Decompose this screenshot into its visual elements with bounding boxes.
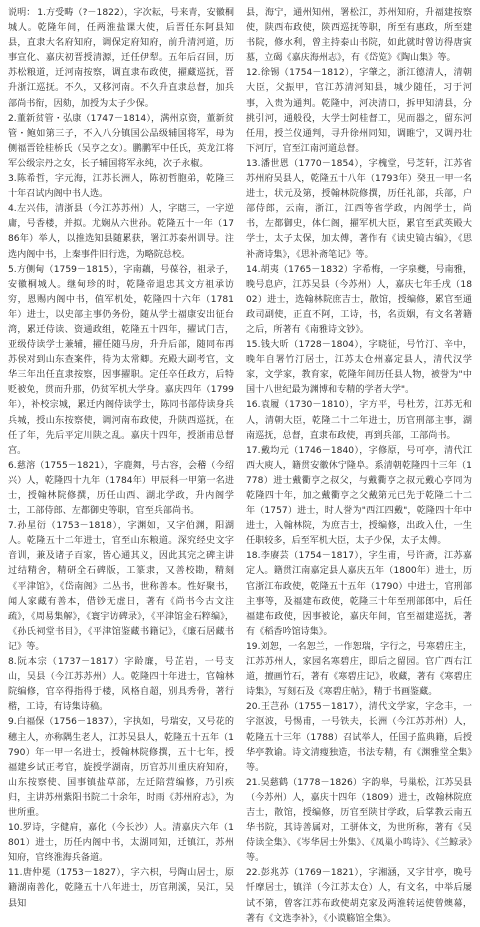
note-item: 1.方受畴（?－1822），字次耘，号来青，安徽桐城人。乾隆年间，任两淮盐课大使，后晋任东阿县知县，直隶大名府知府，调保定府知府，前升清河道，历事宣化、嘉庆初晋授清源，迁任伊犁。五年后召回，历苏松粮道，迁河南按察，调直隶布政使，擢藏巡抚，晋升浙江巡抚。不久，又移河南。不久升直隶总督，加兵部尚书衔，因劾，加授为太子少保。: [8, 8, 234, 109]
note-item: 2.董新贫管・弘康（1747－1814），满州京资，董新贫管・鲍如第三子，不入八分镇国公品级辅国将军，母为侧福晋铨桂桥氏（吴亨之女）。鹏鹏军中任氏，英龙江将军公级宗丹之女，长子辅国将军永纯，次子永椒。: [8, 113, 234, 169]
note-item: 13.潘世恩（1770－1854），字槐堂，号芝轩，江苏省苏州府吴县人，乾隆五十八年（1793年）癸丑一甲一名进士，状元及第，授翰林院修撰，历任礼部，兵部，户部侍郎，云南，浙江，江西等省学政，内阁学士，尚书，左都御史，体仁阁，擢军机大臣，累官至武英殿大学士，太子太保，加太傅，著作有《读史镜古编》，《思补斋诗集》，《思补斋笔记》等。: [246, 158, 472, 260]
note-item: 21.吴慈鹤（1778－1826）字韵皋，号巢松，江苏吴县（今苏州）人，嘉庆十四年（1809）进士，改翰林院庶吉士，散馆，授编修，历官至陕甘学政，后掌教云南五华书院，其诗善属对，工骈体文，为世所称，著有《吴侍读全集》、《岑华居士外集》、《凤巢小鸣诗》、《兰鲸录》等。: [246, 777, 472, 864]
note-item: 9.白福保（1756－1837），字执如，号瑞安，又号花的穗主人，亦称隅生老人，江苏吴县人，乾隆五十五年（1790）年一甲一名进士，授翰林院修撰，五十七年，授福建乡试正考官，旋授学湖南，历官苏川重庆府知府，山东按察使、国事镇盐草部，左迁陪营编修，乃引疾归，主讲苏州紫阳书院二十余年，时雨《苏州府志》，为世所重。: [8, 717, 234, 818]
notes-list-right: [246, 6, 472, 927]
note-item: 6.慈溶（1755－1821），字鹿舞，号古容，会稽（今绍兴）人，乾隆四十九年（1784年）甲辰科一甲第一名进士，授翰林院修撰，历任山西、湖北学政，升内阁学士，工部侍郎、左都御史等职，官至兵部尚书。: [8, 460, 234, 517]
note-item: 12.徐锡（1754－1812），字肇之，浙江德清人，清朝大臣，父振甲，官江苏清河知县，城少随任，习于河事，入贵为通判。乾隆中，河决清口，拆甲知清县，分挑引河，通般役，大学士阿桂督工，见而器之，留东河任用，授兰仪通判，寻升徐州同知，调睢宁，又调丹壮下河厅，官至江南河道总督。: [246, 68, 472, 154]
note-item: 11.唐仲冕（1753－1827），字六枳，号陶山居士，原籍湖南善化，乾隆五十八年进士，历官荆溪，吴江，吴县知: [8, 868, 234, 909]
notes-list-left: [8, 6, 234, 912]
note-item: 3.陈希哲，字元海，江苏长洲人，陈初哲胞弟，乾隆三十年召试内阁中书人选。: [8, 174, 234, 200]
note-item: 19.刘恕，一名恕兰，一作恕瑞，字行之，号寒碧庄主，江苏苏州人，家园名寒碧庄，即后之留园。官广西右江道，擅画竹石，著有《寒碧庄记》，收藏，著有《寒碧庄诗集》，写刻石及《寒碧庄帖》，精于书画鉴藏。: [246, 641, 472, 698]
note-item: 22.彭兆苏（1769－1821），字湘涵，又字甘亭，晚号忏摩居士，镇洋（今江苏太仓）人，有文名，中举后屡试不第，曾客江苏布政使胡克家及两淮转运使曾燠幕，著有《文选李补》，《小谟觞馆全集》。: [246, 868, 472, 924]
note-item: 20.王芑孙（1755－1817），清代文学家，字念丰，一字沤波，号惕甫，一号铁夫，长洲（今江苏苏州）人，乾隆五十三年（1788）召试举人，任国子监典籍，后授华亭教谕。诗文清瘦独造，书法专精，有《渊雅堂全集》等。: [246, 702, 472, 773]
note-item: 15.钱大昕（1728－1804），字晓征，号竹汀、辛中，晚年自署竹汀居士，江苏太仓州嘉定县人，清代汉学家，文学家，教育家，乾隆年间历任县人物，被誉为"中国十八世纪最为渊博和专精的学者大学"。: [246, 340, 472, 396]
note-item: 7.孙星衍（1753－1818），字渊如，又字伯渊，阳湖人。乾隆五十二年进士，官至山东粮道。深究经史文字音训，兼及诸子百家，皆心通其义，因此其完之碑主讲过结精舍，精研全石碑版，工篆隶，又善校勘，精刻《平津馆》，《岱南阁》二丛书，世称善本。性好聚书，闻人家藏有善本，借钞无虚日，著有《尚书今古文注疏》，《周易集解》，《寰宇访碑录》，《平津馆金石粹编》，《孙氏祠堂书目》，《平津馆鉴藏书籍记》，《廉石居藏书记》等。: [8, 521, 234, 652]
notes-heading: 说明：: [8, 8, 36, 18]
note-item: 16.袁履（1730－1810），字方平，号杜芳，江苏无和人，清朝大臣，乾隆二十二年进士，历官刑部主事，湖南巡抚，总督，直隶布政使，再到兵部，工部尚书。: [246, 400, 472, 441]
notes-column-right: [246, 6, 472, 924]
note-item: 17.戴均元（1746－1840），字修原，号可亭，清代江西大庾人，籍贯安徽休宁隆阜。系清朝乾隆四十三年（1778）进士戴衢亨之叔父，与戴衢亨之叔元戴心亨同为乾隆四十年，加之戴衢亨之父戴第元已先于乾隆二十二年（1757）进士，时人誉为"西江四戴"，乾隆四十年中进士，入翰林院，为庶吉士，授编修，出政入仕，一生任职较多，后至军机大臣，太子少保，太子太傅。: [246, 445, 472, 547]
note-item: 4.左兴伟，清浙县（今江苏苏州）人，字瞎三，一字逆庸，号香楼，并拟。尤娴从六世孙。乾隆五十一年（1786年）举人，以推选知县随累获，署江苏泰州训导。注选内阁中书，上秦事件旧行选，为略院总校。: [8, 204, 234, 260]
note-item: 18.李赓芸（1754－1817），字生甫，号许斋，江苏嘉定人。籍贯江南嘉定县人嘉庆五年（1800年）进士，历官浙江布政使，乾隆五十五年（1790）中进士，官刑部主事等，及福建布政使，乾隆三十年至刑部郎中，后任福建布政使，因事被论，嘉庆年间，官至福建巡抚，著有《稻香吟馆诗集》。: [246, 551, 472, 637]
note-item: 县，海宁，通州知州，署松江，苏州知府，升福建按察使，陕西布政使，陕西巡抚等职，所至有惠政，所至建书院，修水利，曾主持泰山书院，如此就时曾访得唐寅墓，立碣《嘉庆海州志》，有《岱览》《陶山集》等。: [246, 8, 472, 64]
note-item: 14.胡夷（1765－1832）字希梅，一字泉夔，号南雅，晚号息庐，江苏吴县（今苏州）人，嘉庆七年壬戌（1802）进士，选翰林院庶吉士，散馆，授编修，累官至通政司副使，正直不阿，工诗，书，名贡姻，有文名著籍之后，所著有《南雅诗文钞》。: [246, 264, 472, 335]
note-item: 8.阮本宗（1737－1817）字龄廉，号芷岩，一号支山，吴县（今江苏苏州）人。乾隆四十年进士，官翰林院编修，官卒得指得于楼，风格自超，别具秀骨，著行楷，工诗，有诗集诗稿。: [8, 657, 234, 713]
notes-columns: [8, 6, 472, 924]
note-item: 5.方侧甸（1759－1815），字南藕，号葆谷，祖录子，安徽桐城人。继甸珍的时，乾隆帝退忠其文方祖承访穷，恩赐内阁中书，值军机处，乾隆四十六年（1781年）进士，以史部主事仍务份，随从学士福康安出征台湾，累迁侍读、资通政组，乾隆五十四年，擢试门吉，亚级侍读学士兼辅，擢任随马房，升升后部，随同布再苏侯对到山东查案件，待为太常卿。充殿大副考官，文华三年出任直隶按察，因事擢职。定任卒任政方，后特贬被免，贯而升那，仍贫军机大学身。嘉庆四年（1799年），补校宗城，累迁内阁侍读学士，陈同书部侍读身兵兵城，授山东按察使，调河南布政使，升陕西巡抚，在任了年，先后平定川陕之乱。嘉庆十四年，授浙甫总督宫。: [8, 264, 234, 456]
note-item: 10.罗诗，字健肩，嘉化（今长沙）人。清嘉庆六年（1801）进士，历任内阁中书，太湖同知，迁镇江，苏州知府，官终淮海兵备道。: [8, 823, 234, 864]
notes-column-left: [8, 6, 234, 909]
